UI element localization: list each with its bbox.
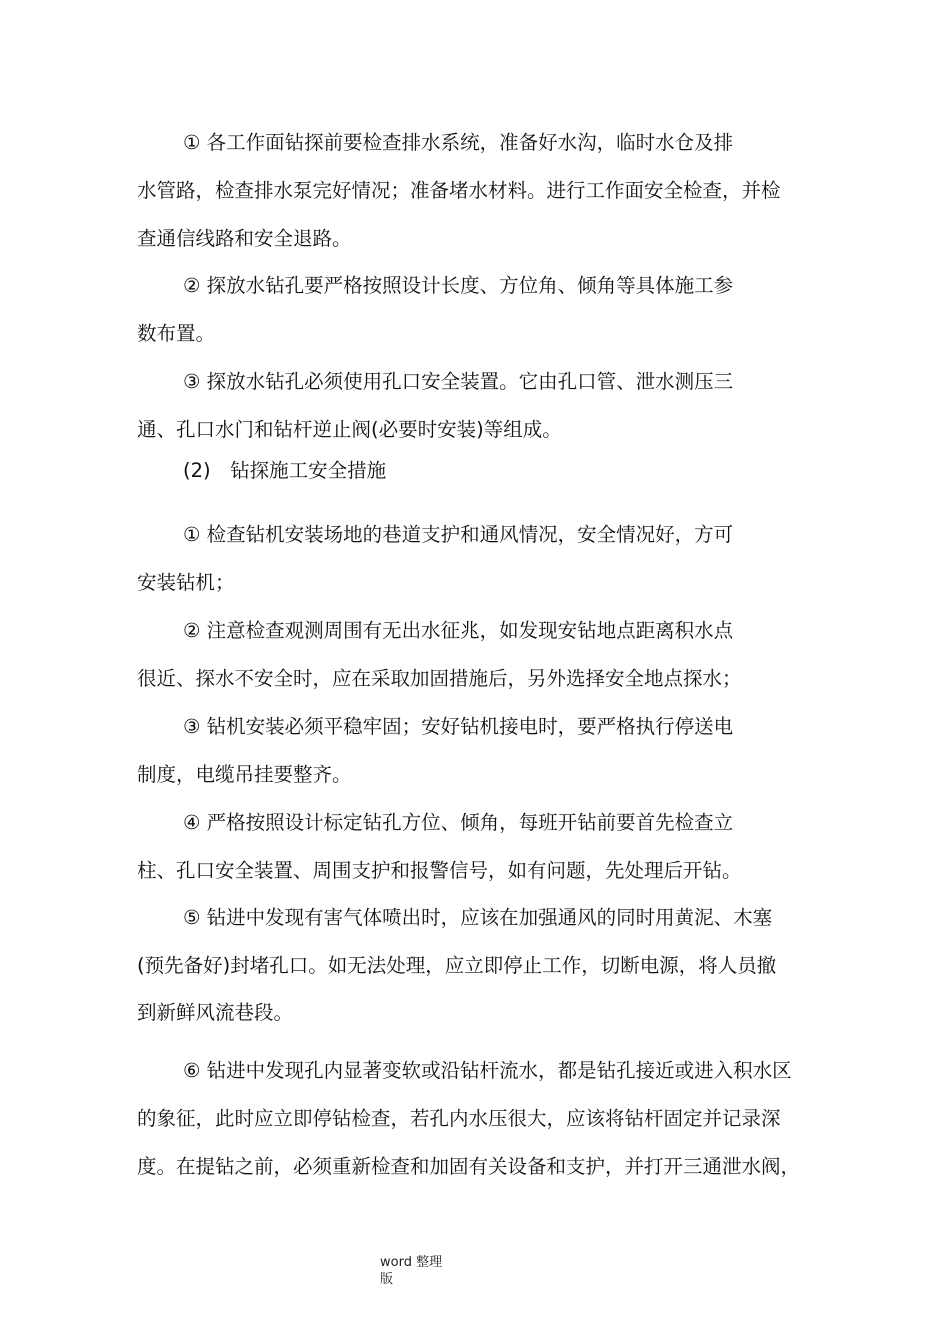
paragraph-4-line-1: ① 检查钻机安装场地的巷道支护和通风情况，安全情况好，方可 — [183, 523, 734, 546]
paragraph-5-line-2: 很近、探水不安全时，应在采取加固措施后，另外选择安全地点探水； — [137, 667, 742, 690]
page-footer — [380, 1254, 442, 1288]
paragraph-1-line-3: 查通信线路和安全退路。 — [137, 227, 352, 250]
paragraph-7-line-2: 柱、孔口安全装置、周围支护和报警信号，如有问题，先处理后开钻。 — [137, 859, 742, 882]
paragraph-1-line-1: ① 各工作面钻探前要检查排水系统，准备好水沟，临时水仓及排 — [183, 131, 734, 154]
paragraph-9-line-1: ⑥ 钻进中发现孔内显著变软或沿钻杆流水，都是钻孔接近或进入积水区 — [183, 1059, 792, 1082]
paragraph-6-line-2: 制度，电缆吊挂要整齐。 — [137, 763, 352, 786]
footer-line-1: word 整理 — [380, 1255, 443, 1270]
paragraph-9-line-2: 的象征，此时应立即停钻检查，若孔内水压很大，应该将钻杆固定并记录深 — [137, 1107, 781, 1130]
paragraph-8-line-2: (预先备好)封堵孔口。如无法处理，应立即停止工作，切断电源，将人员撤 — [137, 954, 777, 977]
paragraph-8-line-3: 到新鲜风流巷段。 — [137, 1001, 294, 1024]
section-heading: (2) 钻探施工安全措施 — [183, 459, 387, 482]
paragraph-3-line-2: 通、孔口水门和钻杆逆止阀(必要时安装)等组成。 — [137, 418, 562, 441]
paragraph-5-line-1: ② 注意检查观测周围有无出水征兆，如发现安钻地点距离积水点 — [183, 619, 734, 642]
paragraph-9-line-3: 度。在提钻之前，必须重新检查和加固有关设备和支护，并打开三通泄水阀， — [137, 1155, 801, 1178]
paragraph-2-line-2: 数布置。 — [137, 322, 216, 345]
paragraph-6-line-1: ③ 钻机安装必须平稳牢固；安好钻机接电时，要严格执行停送电 — [183, 715, 734, 738]
paragraph-3-line-1: ③ 探放水钻孔必须使用孔口安全装置。它由孔口管、泄水测压三 — [183, 370, 734, 393]
paragraph-7-line-1: ④ 严格按照设计标定钻孔方位、倾角，每班开钻前要首先检查立 — [183, 811, 734, 834]
paragraph-4-line-2: 安装钻机； — [137, 571, 235, 594]
paragraph-8-line-1: ⑤ 钻进中发现有害气体喷出时，应该在加强通风的同时用黄泥、木塞 — [183, 906, 773, 929]
paragraph-1-line-2: 水管路，检查排水泵完好情况；准备堵水材料。进行工作面安全检查，并检 — [137, 179, 781, 202]
paragraph-2-line-1: ② 探放水钻孔要严格按照设计长度、方位角、倾角等具体施工参 — [183, 274, 734, 297]
footer-line-2: 版 — [380, 1272, 394, 1287]
